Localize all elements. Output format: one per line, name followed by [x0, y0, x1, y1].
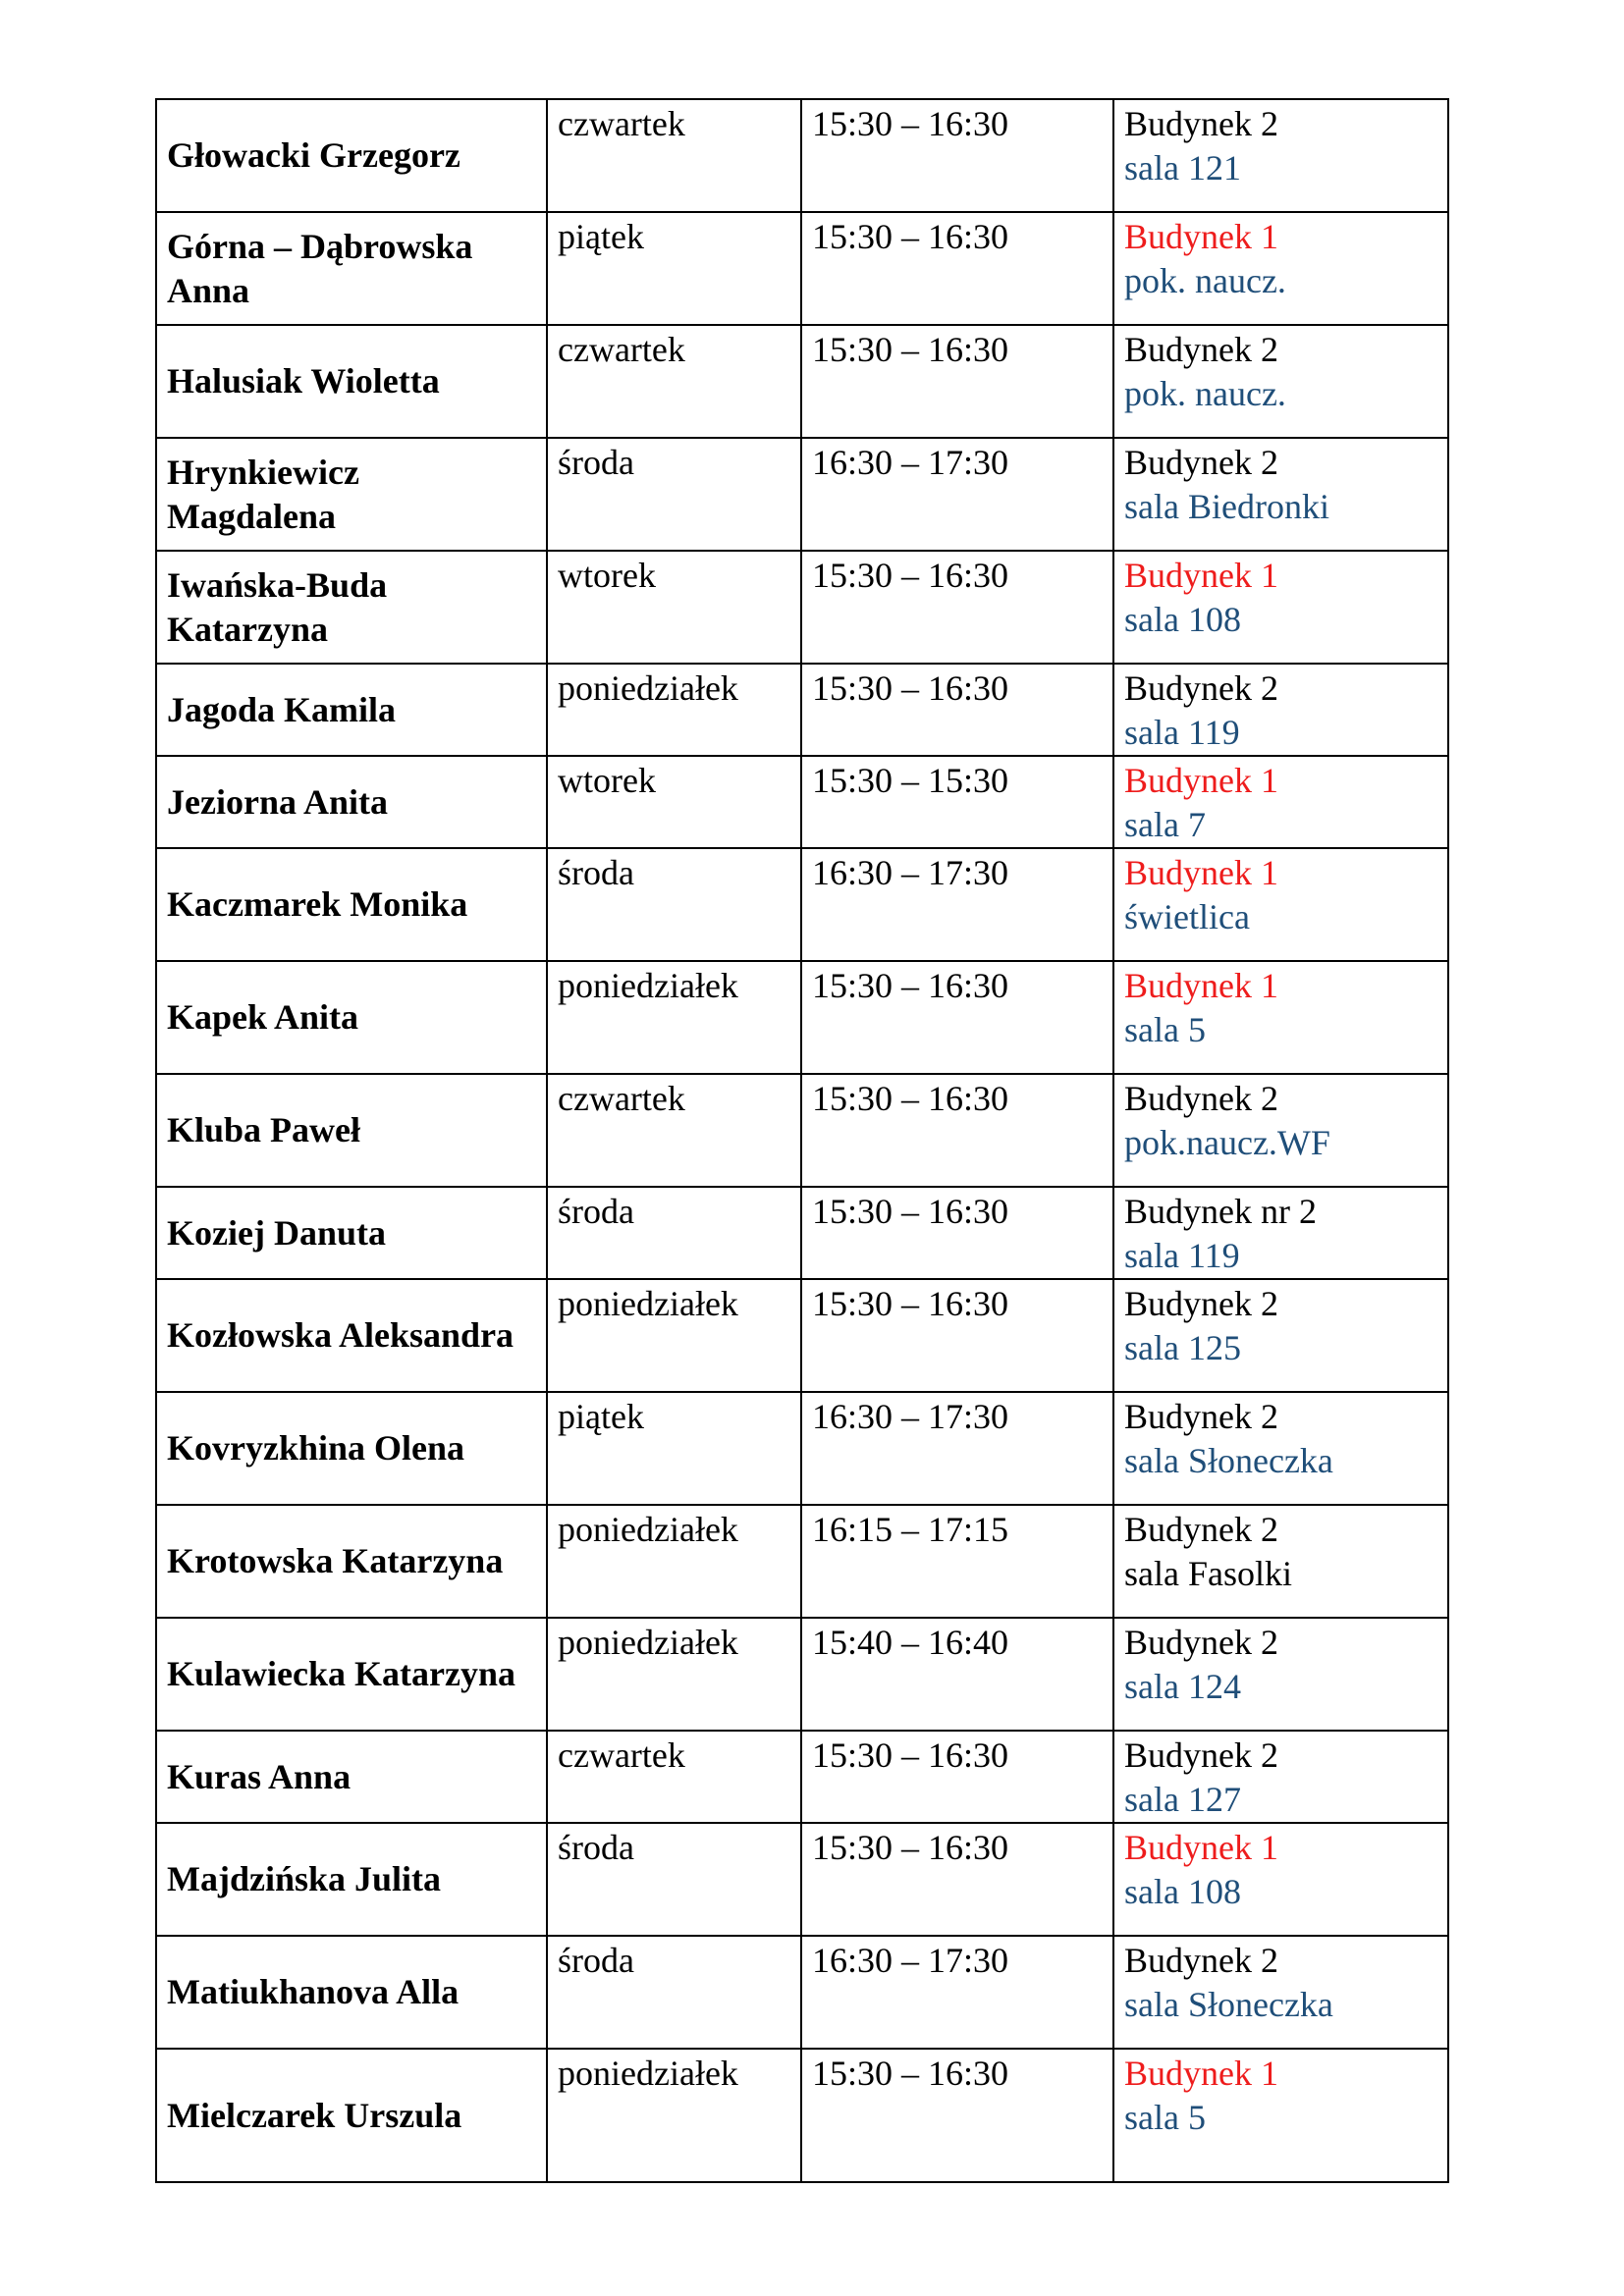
table-row [156, 438, 1448, 551]
weekday: piątek [547, 212, 801, 325]
teacher-name: Górna – Dąbrowska Anna [156, 212, 547, 325]
room-label: sala Słoneczka [1124, 1441, 1333, 1480]
location-cell [1113, 1279, 1448, 1392]
table-row [156, 1823, 1448, 1936]
time-range: 15:30 – 16:30 [801, 551, 1113, 664]
building-label: Budynek 2 [1124, 330, 1278, 369]
building-label: Budynek 1 [1124, 556, 1278, 595]
time-range: 16:30 – 17:30 [801, 438, 1113, 551]
location-cell [1113, 1936, 1448, 2049]
location-cell [1113, 325, 1448, 438]
time-range: 15:30 – 16:30 [801, 664, 1113, 756]
room-label: sala Słoneczka [1124, 1985, 1333, 2024]
room-label: sala 108 [1124, 600, 1241, 639]
room-label: pok. naucz. [1124, 261, 1286, 300]
table-row [156, 1392, 1448, 1505]
location-cell [1113, 212, 1448, 325]
room-label: sala 119 [1124, 713, 1240, 752]
time-range: 15:30 – 16:30 [801, 1731, 1113, 1823]
location-cell [1113, 1505, 1448, 1618]
building-label: Budynek 2 [1124, 443, 1278, 482]
time-range: 15:30 – 15:30 [801, 756, 1113, 848]
table-row [156, 1279, 1448, 1392]
location-cell [1113, 1823, 1448, 1936]
room-label: sala 124 [1124, 1667, 1241, 1706]
location-cell [1113, 1392, 1448, 1505]
table-row [156, 1731, 1448, 1823]
teacher-name: Kuras Anna [156, 1731, 547, 1823]
location-cell [1113, 756, 1448, 848]
weekday: poniedziałek [547, 664, 801, 756]
time-range: 15:30 – 16:30 [801, 1279, 1113, 1392]
building-label: Budynek 2 [1124, 1284, 1278, 1323]
weekday: środa [547, 1823, 801, 1936]
location-cell [1113, 664, 1448, 756]
table-row [156, 1936, 1448, 2049]
teacher-name: Kapek Anita [156, 961, 547, 1074]
table-row [156, 1074, 1448, 1187]
table-row [156, 551, 1448, 664]
time-range: 15:30 – 16:30 [801, 212, 1113, 325]
location-cell [1113, 961, 1448, 1074]
table-row [156, 1505, 1448, 1618]
teacher-name: Kozłowska Aleksandra [156, 1279, 547, 1392]
teacher-name: Hrynkiewicz Magdalena [156, 438, 547, 551]
time-range: 15:30 – 16:30 [801, 2049, 1113, 2182]
teacher-name: Kovryzkhina Olena [156, 1392, 547, 1505]
location-cell [1113, 99, 1448, 212]
time-range: 15:30 – 16:30 [801, 325, 1113, 438]
table-row [156, 756, 1448, 848]
time-range: 15:30 – 16:30 [801, 1823, 1113, 1936]
time-range: 15:30 – 16:30 [801, 1187, 1113, 1279]
building-label: Budynek 2 [1124, 104, 1278, 143]
building-label: Budynek 2 [1124, 1735, 1278, 1775]
location-cell [1113, 848, 1448, 961]
weekday: czwartek [547, 99, 801, 212]
teacher-name: Krotowska Katarzyna [156, 1505, 547, 1618]
room-label: sala Biedronki [1124, 487, 1329, 526]
room-label: sala 7 [1124, 805, 1206, 844]
time-range: 16:30 – 17:30 [801, 1936, 1113, 2049]
room-label: pok. naucz. [1124, 374, 1286, 413]
teacher-name: Kulawiecka Katarzyna [156, 1618, 547, 1731]
room-label: sala 5 [1124, 2098, 1206, 2137]
weekday: wtorek [547, 551, 801, 664]
location-cell [1113, 2049, 1448, 2182]
teacher-name: Mielczarek Urszula [156, 2049, 547, 2182]
building-label: Budynek 2 [1124, 1397, 1278, 1436]
table-row [156, 2049, 1448, 2182]
weekday: poniedziałek [547, 961, 801, 1074]
table-row [156, 664, 1448, 756]
teacher-name: Kaczmarek Monika [156, 848, 547, 961]
table-row [156, 212, 1448, 325]
weekday: poniedziałek [547, 2049, 801, 2182]
weekday: poniedziałek [547, 1618, 801, 1731]
room-label: świetlica [1124, 897, 1250, 936]
time-range: 15:30 – 16:30 [801, 961, 1113, 1074]
weekday: poniedziałek [547, 1279, 801, 1392]
building-label: Budynek 2 [1124, 1079, 1278, 1118]
building-label: Budynek 2 [1124, 1510, 1278, 1549]
weekday: piątek [547, 1392, 801, 1505]
location-cell [1113, 1618, 1448, 1731]
weekday: środa [547, 848, 801, 961]
room-label: sala 119 [1124, 1236, 1240, 1275]
teacher-name: Głowacki Grzegorz [156, 99, 547, 212]
weekday: środa [547, 1187, 801, 1279]
table-row [156, 1187, 1448, 1279]
table-row [156, 99, 1448, 212]
teacher-name: Halusiak Wioletta [156, 325, 547, 438]
teacher-name: Jeziorna Anita [156, 756, 547, 848]
room-label: sala 5 [1124, 1010, 1206, 1049]
weekday: poniedziałek [547, 1505, 801, 1618]
weekday: środa [547, 438, 801, 551]
room-label: pok.naucz.WF [1124, 1123, 1330, 1162]
weekday: czwartek [547, 325, 801, 438]
room-label: sala 127 [1124, 1780, 1241, 1819]
room-label: sala 121 [1124, 148, 1241, 187]
building-label: Budynek nr 2 [1124, 1192, 1317, 1231]
room-label: sala Fasolki [1124, 1554, 1292, 1593]
table-row [156, 848, 1448, 961]
weekday: czwartek [547, 1074, 801, 1187]
table-row [156, 1618, 1448, 1731]
building-label: Budynek 1 [1124, 217, 1278, 256]
building-label: Budynek 1 [1124, 2054, 1278, 2093]
teacher-name: Iwańska-Buda Katarzyna [156, 551, 547, 664]
time-range: 15:30 – 16:30 [801, 99, 1113, 212]
building-label: Budynek 1 [1124, 966, 1278, 1005]
location-cell [1113, 438, 1448, 551]
weekday: czwartek [547, 1731, 801, 1823]
teacher-name: Jagoda Kamila [156, 664, 547, 756]
time-range: 16:30 – 17:30 [801, 1392, 1113, 1505]
building-label: Budynek 2 [1124, 1941, 1278, 1980]
room-label: sala 125 [1124, 1328, 1241, 1367]
location-cell [1113, 1731, 1448, 1823]
consultation-schedule-table [155, 98, 1449, 2183]
weekday: wtorek [547, 756, 801, 848]
building-label: Budynek 1 [1124, 761, 1278, 800]
teacher-name: Kluba Paweł [156, 1074, 547, 1187]
time-range: 16:30 – 17:30 [801, 848, 1113, 961]
location-cell [1113, 551, 1448, 664]
time-range: 15:40 – 16:40 [801, 1618, 1113, 1731]
teacher-name: Matiukhanova Alla [156, 1936, 547, 2049]
table-row [156, 961, 1448, 1074]
table-row [156, 325, 1448, 438]
room-label: sala 108 [1124, 1872, 1241, 1911]
schedule-body [156, 99, 1448, 2182]
building-label: Budynek 1 [1124, 853, 1278, 892]
building-label: Budynek 2 [1124, 1623, 1278, 1662]
weekday: środa [547, 1936, 801, 2049]
time-range: 16:15 – 17:15 [801, 1505, 1113, 1618]
teacher-name: Majdzińska Julita [156, 1823, 547, 1936]
building-label: Budynek 1 [1124, 1828, 1278, 1867]
time-range: 15:30 – 16:30 [801, 1074, 1113, 1187]
location-cell [1113, 1187, 1448, 1279]
building-label: Budynek 2 [1124, 668, 1278, 708]
teacher-name: Koziej Danuta [156, 1187, 547, 1279]
location-cell [1113, 1074, 1448, 1187]
